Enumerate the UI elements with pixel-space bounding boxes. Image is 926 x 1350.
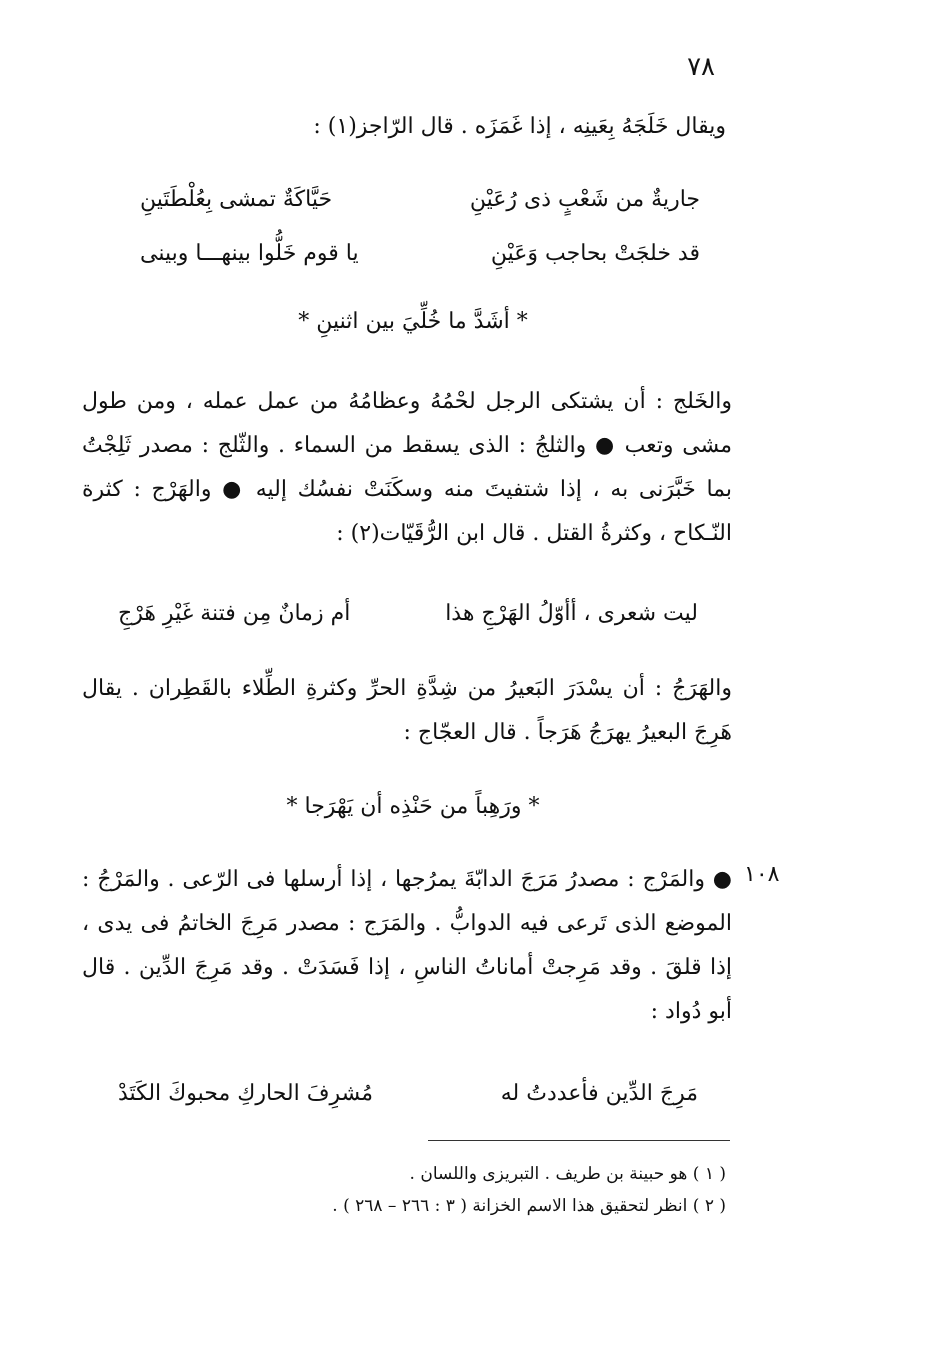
page-number: ٧٨ xyxy=(687,52,715,82)
hemistich: مَرِجَ الدِّين فأعددتُ له xyxy=(500,1081,698,1106)
verse-1-line-2 xyxy=(140,237,700,271)
verse-1-line-1 xyxy=(140,183,700,217)
footnote-1: ( ١ ) هو حبينة بن طريف . التبريزى واللسان . xyxy=(409,1164,726,1184)
hemistich: حَيَّاكَةٌ تمشى بِعُلْطَتَينِ xyxy=(140,187,333,212)
hemistich: أم زمانٌ مِن فتنة غَيْرِ هَرْجِ xyxy=(118,601,351,626)
hemistich: يا قوم خَلُّوا بينهـــا وبينى xyxy=(140,241,359,266)
verse-2: * أشَدَّ ما خُلِّيَ بين اثنينِ * xyxy=(298,309,528,334)
hemistich: جاريةٌ من شَعْبٍ ذى رُعَيْنِ xyxy=(469,187,700,212)
paragraph-text: والهَرَجُ : أن يسْدَرَ البَعيرُ من شِدَّةِ الحرِّ وكثرةِ الطِّلاء بالقَطِران . يقال هَرِجَ البعيرُ يهرَجُ هَرَجاً . قال العجّاج : xyxy=(82,676,732,745)
hemistich: قد خلجَتْ بحاجب وَعَيْنِ xyxy=(490,241,700,266)
entry-number: ١٠٨ xyxy=(744,862,780,887)
intro-line: ويقال خَلَجَهُ بِعَينِه ، إذا غَمَزَه . قال الرّاجز(١) : xyxy=(313,114,726,139)
verse-5 xyxy=(118,1077,698,1111)
verse-3 xyxy=(118,597,698,631)
verse-4: * ورَهِباً من حَنْذِه أن يَهْرَجا * xyxy=(286,794,540,819)
paragraph-text: والخَلج : أن يشتكى الرجل لحْمُهُ وعظامُهُ من عمل عمله ، ومن طول مشى وتعب ● والثلجُ : الذى يسقط من السماء . والثّلج : مصدر ثَلِجْتُ بما خَبَّرَنى به ، إذا شتفيتَ منه وسكَنَتْ نفسُك إليه ● والهَرْج : كثرة النّـكاح ، وكثرةُ القتل . قال ابن الرُّقَيّات(٢) : xyxy=(82,389,732,546)
paragraph-1 xyxy=(82,380,732,556)
paragraph-text: ● والمَرْج : مصدرُ مَرَجَ الدابّةَ يمرُجها ، إذا أرسلها فى الرّعى . والمَرْجُ : الموضع الذى تَرعى فيه الدوابُّ . والمَرَج : مصدر مَرِجَ الخاتمُ فى يدى ، إذا قلقَ . وقد مَرِجتْ أماناتُ الناسِ ، إذا فَسَدَتْ . وقد مَرِجَ الدِّين . قال أبو دُواد : xyxy=(82,867,732,1024)
hemistich: ليت شعرى ، أأوّلُ الهَرْجِ هذا xyxy=(445,601,698,626)
paragraph-3 xyxy=(82,858,732,1034)
paragraph-2 xyxy=(82,667,732,755)
footnote-2: ( ٢ ) انظر لتحقيق هذا الاسم الخزانة ( ٣ : ٢٦٦ – ٢٦٨ ) . xyxy=(332,1196,726,1216)
hemistich: مُشرِفَ الحاركِ محبوكَ الكَتَدْ xyxy=(118,1081,374,1106)
footnote-divider xyxy=(428,1140,730,1141)
